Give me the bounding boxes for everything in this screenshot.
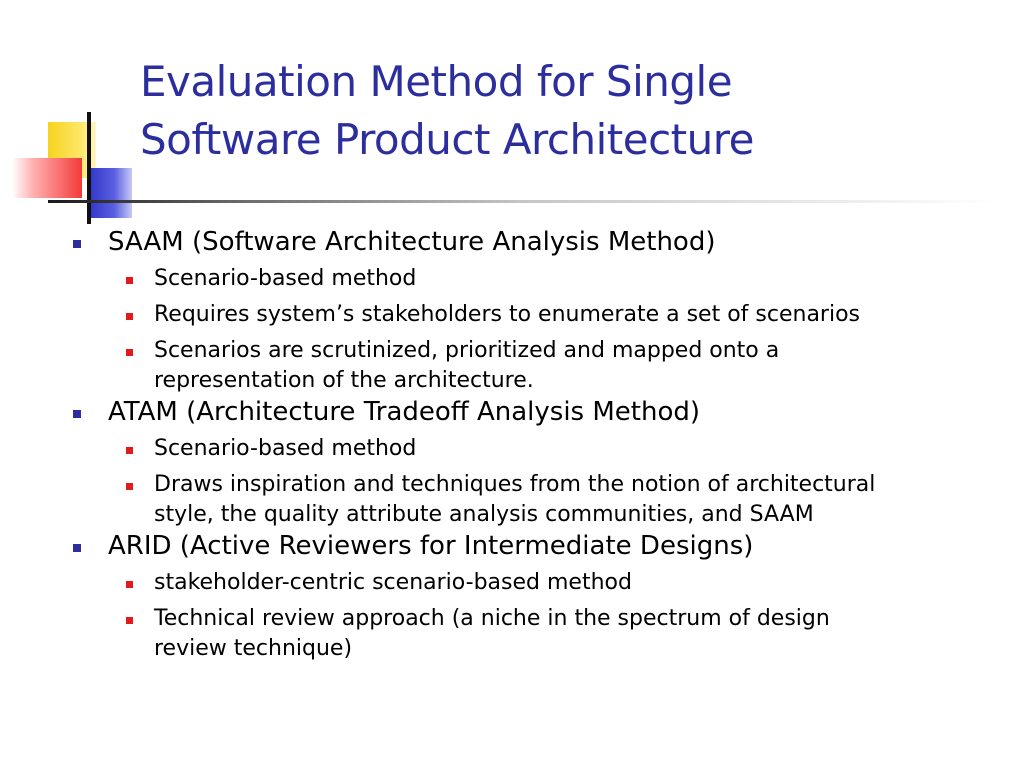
square-bullet-icon bbox=[73, 544, 81, 552]
level2-bullet bbox=[70, 604, 1000, 664]
level1-bullet bbox=[70, 530, 1000, 562]
level2-bullet-line: Draws inspiration and techniques from the notion of architectural bbox=[154, 472, 876, 497]
square-bullet-icon bbox=[126, 277, 133, 284]
title-line-1: Evaluation Method for Single bbox=[140, 57, 733, 106]
level2-bullet bbox=[70, 470, 1000, 530]
square-bullet-icon bbox=[73, 410, 81, 418]
level2-bullet bbox=[70, 300, 1000, 330]
level1-bullet-text: ATAM (Architecture Tradeoff Analysis Method) bbox=[108, 397, 701, 427]
slide-title bbox=[140, 53, 1000, 169]
square-bullet-icon bbox=[126, 483, 133, 490]
red-bar-shape bbox=[12, 158, 82, 198]
title-line-2: Software Product Architecture bbox=[140, 115, 754, 164]
level1-bullet bbox=[70, 226, 1000, 258]
level2-bullet-line: Scenarios are scrutinized, prioritized and mapped onto a bbox=[154, 338, 780, 363]
title-underline bbox=[48, 200, 998, 203]
bullet-group bbox=[70, 226, 1000, 396]
level2-bullet-line: stakeholder-centric scenario-based method bbox=[154, 570, 632, 595]
level2-bullet-line: Scenario-based method bbox=[154, 266, 417, 291]
level2-bullet-line: Scenario-based method bbox=[154, 436, 417, 461]
bullet-list bbox=[70, 226, 1000, 664]
blue-square-shape bbox=[88, 168, 132, 218]
level2-bullet bbox=[70, 568, 1000, 598]
square-bullet-icon bbox=[126, 447, 133, 454]
level2-bullet bbox=[70, 336, 1000, 396]
level2-bullet-line: Requires system’s stakeholders to enumerate a set of scenarios bbox=[154, 302, 860, 327]
square-bullet-icon bbox=[126, 349, 133, 356]
square-bullet-icon bbox=[126, 581, 133, 588]
sub-bullet-list bbox=[70, 568, 1000, 664]
sub-bullet-list bbox=[70, 264, 1000, 396]
level1-bullet-text: SAAM (Software Architecture Analysis Method) bbox=[108, 227, 716, 257]
level2-bullet bbox=[70, 434, 1000, 464]
sub-bullet-list bbox=[70, 434, 1000, 530]
bullet-group bbox=[70, 396, 1000, 530]
level1-bullet-text: ARID (Active Reviewers for Intermediate Designs) bbox=[108, 531, 754, 561]
level2-bullet-line: review technique) bbox=[154, 636, 353, 661]
level2-bullet-line: style, the quality attribute analysis communities, and SAAM bbox=[154, 502, 814, 527]
square-bullet-icon bbox=[126, 617, 133, 624]
level2-bullet-line: representation of the architecture. bbox=[154, 368, 534, 393]
square-bullet-icon bbox=[126, 313, 133, 320]
level1-bullet bbox=[70, 396, 1000, 428]
square-bullet-icon bbox=[73, 240, 81, 248]
vertical-line bbox=[87, 112, 91, 224]
level2-bullet-line: Technical review approach (a niche in the spectrum of design bbox=[154, 606, 830, 631]
level2-bullet bbox=[70, 264, 1000, 294]
bullet-group bbox=[70, 530, 1000, 664]
